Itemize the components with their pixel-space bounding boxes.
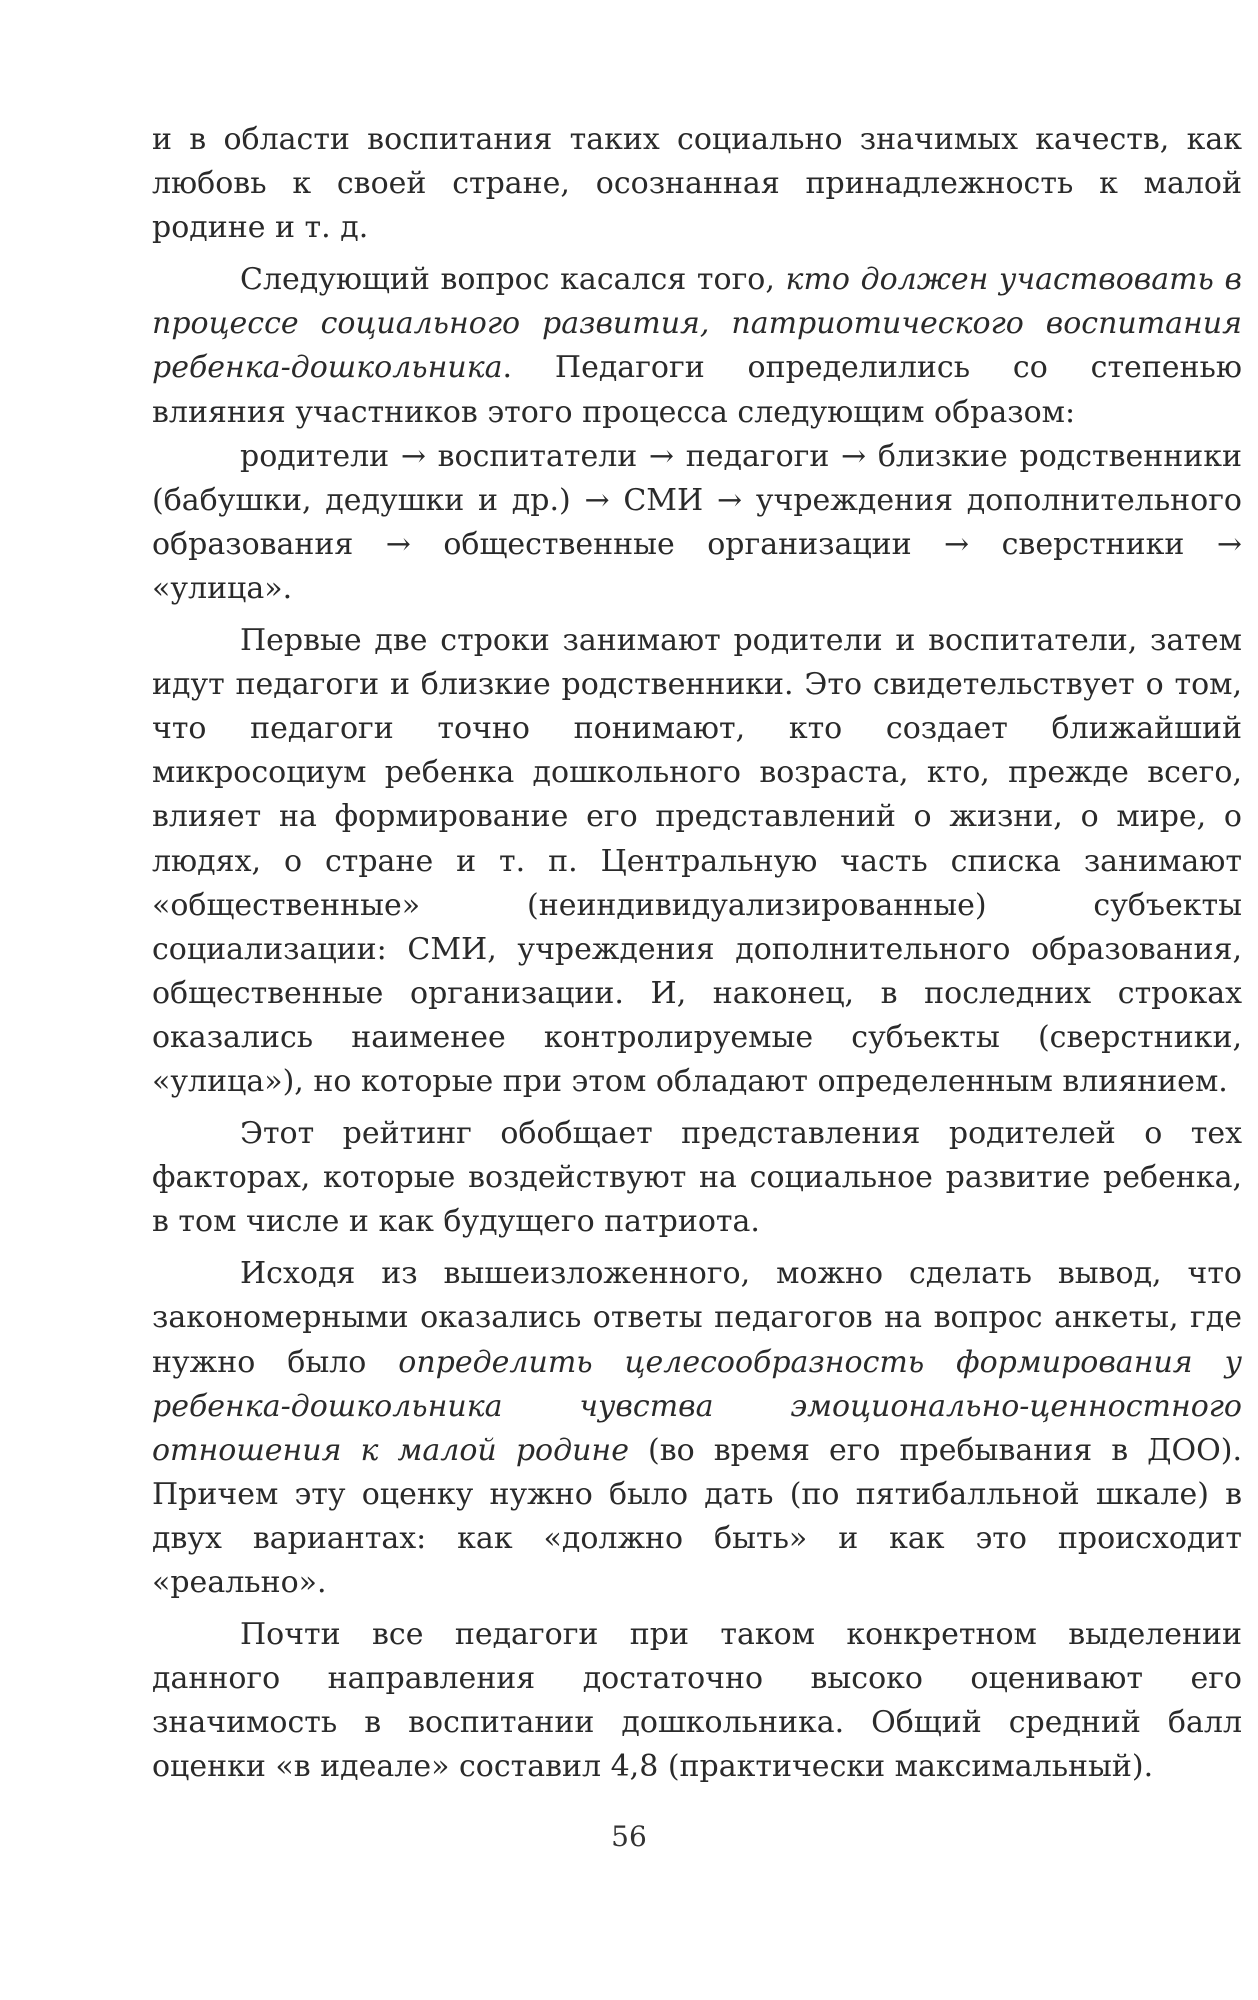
text-run: родители → воспитатели → педагоги → близкие родственники (бабушки, дедушки и др.) → СМИ → учреждения дополнительного образования → общественные организации → сверстники → «улица». xyxy=(152,438,1242,606)
text-run: Следующий вопрос касался того, xyxy=(240,262,786,298)
italic-run: кто должен участвовать в процессе социального развития, патриотического воспитания ребенка-дошкольника xyxy=(152,262,1242,386)
paragraph-5 xyxy=(152,1112,1242,1244)
text-run: Почти все педагоги при таком конкретном выделении данного направления достаточно высоко оценивают его значимость в воспитании дошкольника. Общий средний балл оценки «в идеале» составил 4,8 (практически максимальный). xyxy=(152,1617,1242,1785)
paragraph-1 xyxy=(152,118,1242,250)
text-run: Первые две строки занимают родители и воспитатели, затем идут педагоги и близкие родственники. Это свидетельствует о том, что педагоги точно понимают, кто создает ближайший микросоциум ребенка дошкольного возраста, кто, прежде всего, влияет на формирование его представлений о жизни, о мире, о людях, о стране и т. п. Центральную часть списка занимают «общественные» (неиндивидуализированные) субъекты социализации: СМИ, учреждения дополнительного образования, общественные организации. И, наконец, в последних строках оказались наименее контролируемые субъекты (сверстники, «улица»), но которые при этом обладают определенным влиянием. xyxy=(152,623,1242,1099)
text-run: (во время его пребывания в ДОО). Причем эту оценку нужно было дать (по пятибалльной шкале) в двух вариантах: как «должно быть» и как это происходит «реально». xyxy=(152,1432,1242,1600)
page-body xyxy=(152,118,1242,1789)
text-run: и в области воспитания таких социально значимых качеств, как любовь к своей стране, осознанная принадлежность к малой родине и т. д. xyxy=(152,122,1242,246)
text-run: Исходя из вышеизложенного, можно сделать вывод, что закономерными оказались ответы педагогов на вопрос анкеты, где нужно было xyxy=(152,1256,1242,1380)
paragraph-6 xyxy=(152,1252,1242,1605)
text-run: . Педагоги определились со степенью влияния участников этого процесса следующим образом: xyxy=(152,350,1242,430)
paragraph-2 xyxy=(152,258,1242,434)
text-run: Этот рейтинг обобщает представления родителей о тех факторах, которые воздействуют на социальное развитие ребенка, в том числе и как будущего патриота. xyxy=(152,1116,1242,1240)
paragraph-7 xyxy=(152,1613,1242,1789)
italic-run: определить целесообразность формирования у ребенка-дошкольника чувства эмоционально-ценностного отношения к малой родине xyxy=(152,1344,1242,1468)
paragraph-4 xyxy=(152,619,1242,1104)
page-number: 56 xyxy=(611,1820,647,1853)
paragraph-3 xyxy=(152,435,1242,611)
